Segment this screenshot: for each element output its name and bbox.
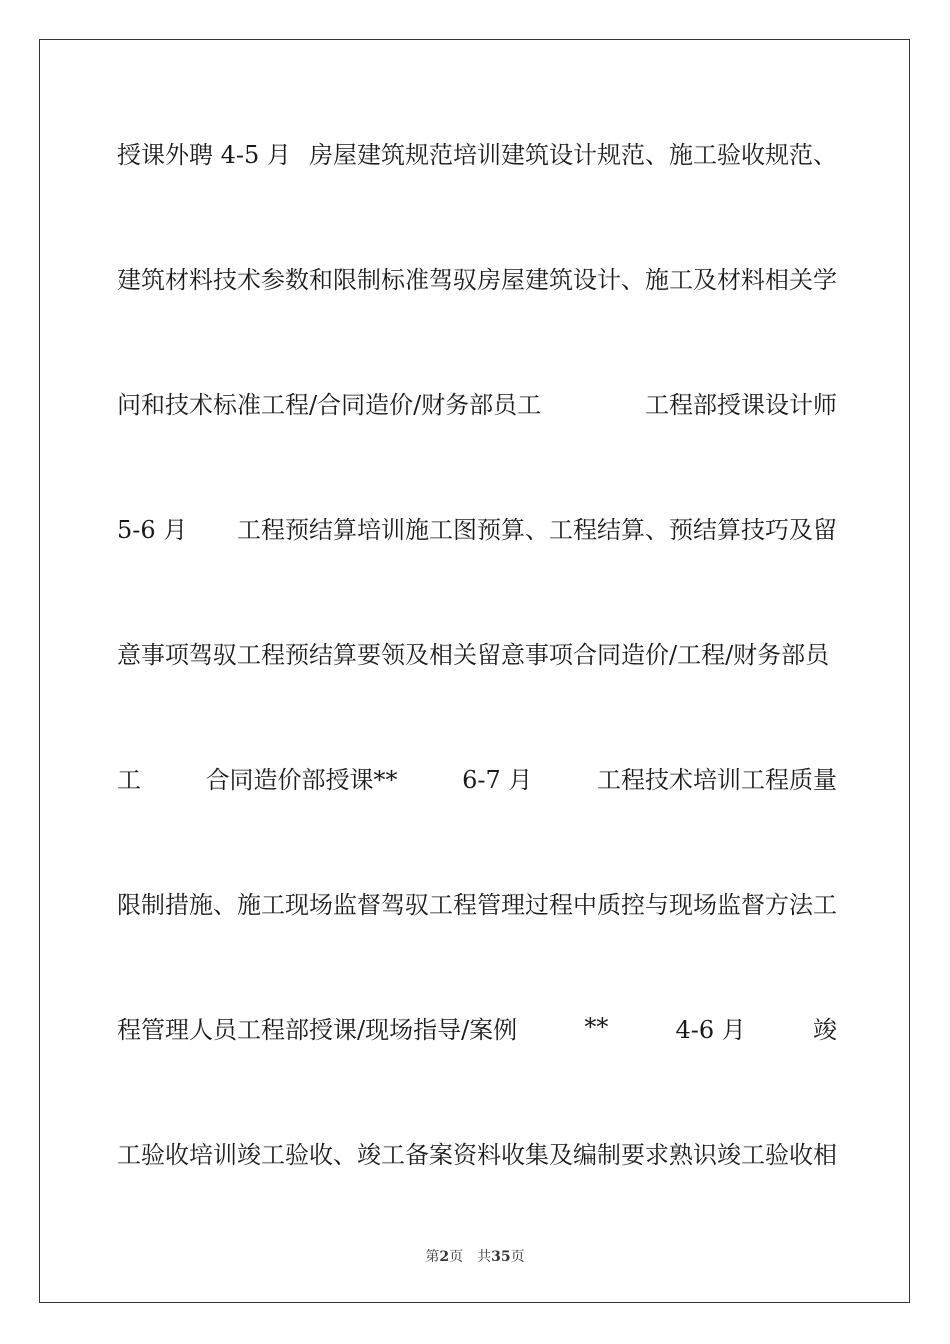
- text-segment: 意事项驾驭工程预结算要领及相关留意事项合同造价/工程/财务部员: [117, 640, 830, 669]
- text-segment: 4-6 月: [675, 1015, 746, 1044]
- total-suffix: 页: [510, 1249, 525, 1265]
- text-line-6: [117, 757, 837, 797]
- page-prefix: 第: [425, 1249, 440, 1265]
- text-segment: 工验收培训竣工验收、竣工备案资料收集及编制要求熟识竣工验收相: [117, 1140, 837, 1169]
- total-pages: 35: [491, 1249, 511, 1265]
- text-segment: 问和技术标准工程/合同造价/财务部员工: [117, 390, 542, 419]
- text-segment: 房屋建筑规范培训建筑设计规范、施工验收规范、: [309, 140, 837, 169]
- text-segment: 工程部授课设计师: [645, 390, 837, 419]
- text-line-9: [117, 1132, 837, 1172]
- total-prefix: 共: [477, 1249, 492, 1265]
- page-footer: [0, 1246, 950, 1266]
- text-segment: 限制措施、施工现场监督驾驭工程管理过程中质控与现场监督方法工: [117, 890, 837, 919]
- text-line-1: [117, 132, 837, 172]
- text-segment: 工程预结算培训施工图预算、工程结算、预结算技巧及留: [237, 515, 837, 544]
- text-segment: 6-7 月: [462, 765, 533, 794]
- text-segment: 授课外聘 4-5 月: [117, 140, 291, 169]
- page-suffix: 页: [449, 1249, 464, 1265]
- text-segment: 工程技术培训工程质量: [596, 765, 837, 794]
- text-line-8: [117, 1007, 837, 1047]
- text-segment: 合同造价部授课**: [205, 765, 398, 794]
- text-segment: 工: [117, 765, 141, 794]
- text-segment: 5-6 月: [117, 515, 188, 544]
- text-line-4: [117, 507, 837, 547]
- text-segment: 竣: [812, 1015, 837, 1044]
- text-segment: **: [584, 1013, 609, 1041]
- text-line-5: [117, 632, 837, 672]
- text-line-2: [117, 257, 837, 297]
- text-line-3: [117, 382, 837, 422]
- page-number: 2: [439, 1249, 450, 1265]
- document-body: [117, 132, 837, 1257]
- text-segment: 建筑材料技术参数和限制标准驾驭房屋建筑设计、施工及材料相关学: [117, 265, 837, 294]
- text-line-7: [117, 882, 837, 922]
- text-segment: 程管理人员工程部授课/现场指导/案例: [117, 1015, 518, 1044]
